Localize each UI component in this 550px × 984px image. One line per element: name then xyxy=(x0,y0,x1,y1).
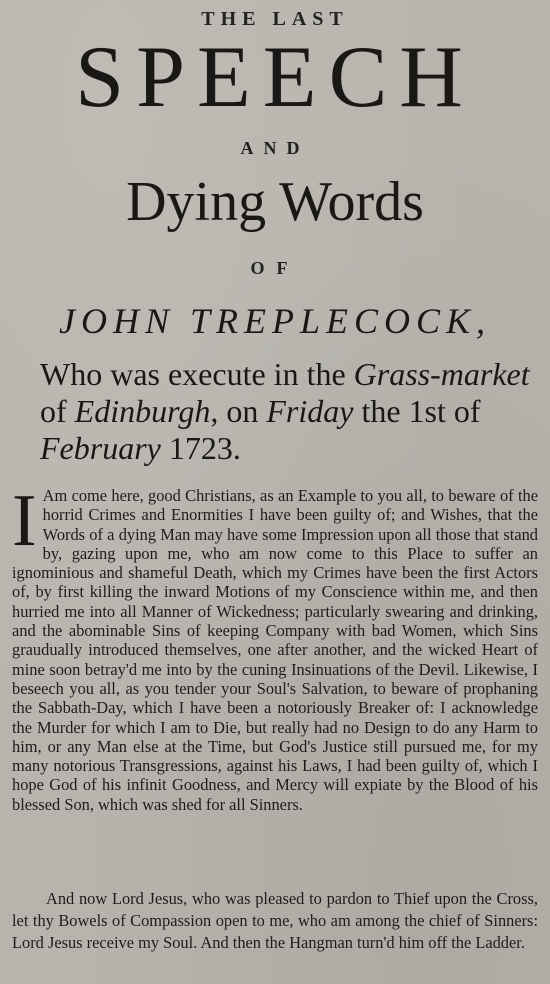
subtitle-month: February xyxy=(40,430,161,466)
speech-body xyxy=(12,480,538,814)
title-name: JOHN TREPLECOCK, xyxy=(58,301,492,341)
title-dying-words: Dying Words xyxy=(126,171,424,233)
drop-cap: I xyxy=(12,480,37,562)
speech-paragraph: Am come here, good Christians, as an Example to you all, to beware of the horrid Crimes and Enormities I have been guilty of; and Wishes, that the Words of a dying Man may have some Impression upon all those that stand by, gazing upon me, who am now come to this Place to suffer an ignominious and shameful Death, which my Crimes have been the first Actors of, by first killing the inward Motions of my Conscience within me, and then hurried me into all Manner of Wickedness; particularly swearing and drinking, and the abominable Sins of keeping Company with bad Women, which Sins graudually introduced themselves, one after another, and the wicked Heart of mine soon betray'd me into by the cuning Insinuations of the Devil. Likewise, I beseech you all, as you tender your Soul's Salvation, to beware of prophaning the Sabbath-Day, which I have been a notoriously Breaker of: I acknowledge the Murder for which I am to Die, but really had no Design to do any Harm to him, or any Man else at the Time, but God's Justice still pursued me, for my many notorious Transgressions, against his Laws, I had been guilty of, which I hope God of his infinit Goodness, and Mercy will expiate by the Blood of his blessed Son, which was shed for all Sinners. xyxy=(12,486,538,814)
title-of: OF xyxy=(250,258,300,278)
subtitle-day: Friday xyxy=(266,393,354,429)
title-the-last: THE LAST xyxy=(201,8,349,30)
subtitle-city: Edinburgh xyxy=(74,393,211,429)
title-and: AND xyxy=(240,138,310,158)
subtitle-year: 1723. xyxy=(160,430,241,466)
execution-subtitle xyxy=(40,356,540,467)
subtitle-part2: of xyxy=(40,393,75,429)
subtitle-place: Grass-market xyxy=(353,356,530,392)
subtitle-part1: Who was execute in the xyxy=(40,356,354,392)
closing-paragraph: And now Lord Jesus, who was pleased to pardon to Thief upon the Cross, let thy Bowels of Compassion open to me, who am among the chief of Sinners: Lord Jesus receive my Soul. And then the Hangman turn'd him off the Ladder. xyxy=(12,889,538,952)
subtitle-part3: , on xyxy=(210,393,267,429)
title-speech: SPEECH xyxy=(75,29,475,126)
subtitle-part4: the 1st of xyxy=(353,393,481,429)
